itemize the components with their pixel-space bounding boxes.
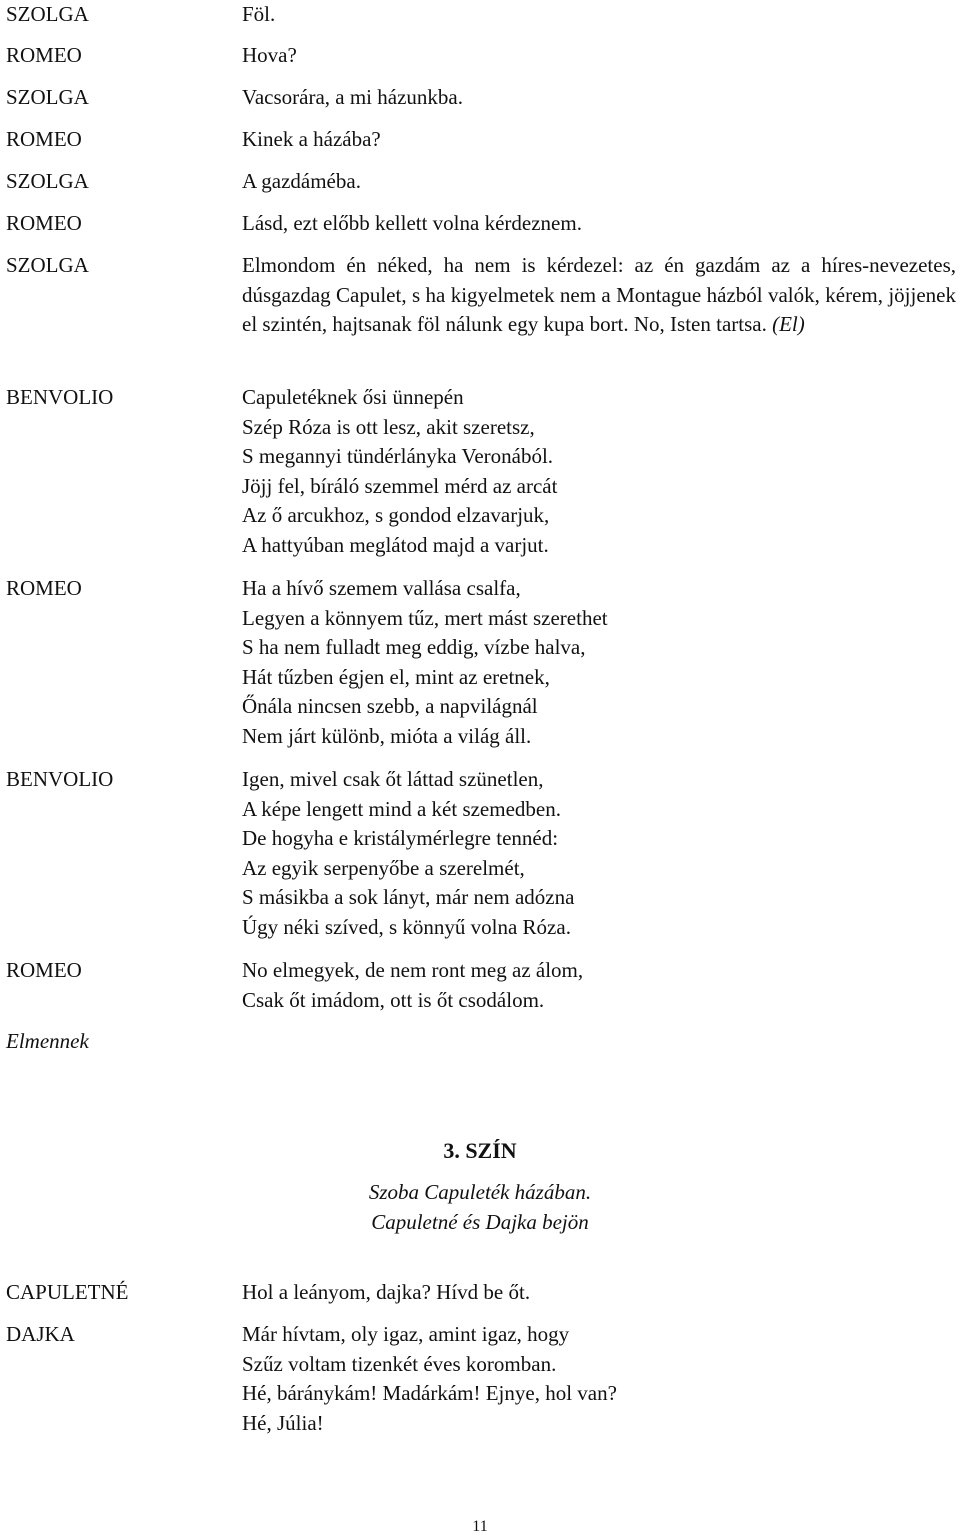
dialogue-lines [242, 574, 956, 752]
speaker-name: ROMEO [6, 576, 82, 600]
prose-text: Elmondom én néked, ha nem is kérdezel: az én gazdám az a híres-nevezetes, dúsgazdag Capulet, s ha kigyelmetek nem a Montague házból valók, kérem, jöjjenek el szintén, hajtsanak föl nálunk egy kupa bort. No, Isten tartsa. [242, 253, 956, 337]
dialogue-line: A képe lengett mind a két szemedben. [242, 796, 561, 821]
dialogue-line: Úgy néki szíved, s könnyű volna Róza. [242, 914, 571, 939]
dialogue-line: No elmegyek, de nem ront meg az álom, [242, 958, 584, 982]
speaker-name: ROMEO [6, 127, 82, 151]
dialogue-lines [242, 83, 956, 113]
dialogue-line: Lásd, ezt előbb kellett volna kérdeznem. [242, 211, 582, 235]
scene-setting: Capuletné és Dajka bejön [371, 1210, 589, 1234]
dialogue-line: S megannyi tündérlányka Veronából. [242, 444, 554, 469]
dialogue-line: Legyen a könnyem tűz, mert mást szerethet [242, 605, 608, 630]
dialogue-line: Őnála nincsen szebb, a napvilágnál [242, 694, 538, 719]
dialogue-lines [242, 0, 956, 30]
dialogue-lines [242, 765, 956, 943]
dialogue-line: Capuletéknek ősi ünnepén [242, 385, 464, 409]
dialogue-lines [242, 41, 956, 71]
dialogue-line: De hogyha e kristálymérlegre tennéd: [242, 826, 559, 851]
dialogue-line: Hát tűzben égjen el, mint az eretnek, [242, 664, 550, 689]
dialogue-line: Hol a leányom, dajka? Hívd be őt. [242, 1280, 531, 1304]
speaker-name: BENVOLIO [6, 767, 114, 791]
page-number: 11 [472, 1518, 488, 1535]
dialogue-line: Hé, Júlia! [242, 1410, 324, 1435]
dialogue-line: Kinek a házába? [242, 127, 381, 151]
scene-title: 3. SZÍN [443, 1138, 517, 1163]
dialogue-lines [242, 956, 956, 1015]
speaker-name: SZOLGA [6, 169, 89, 193]
speaker-name: ROMEO [6, 211, 82, 235]
dialogue-lines [242, 209, 956, 239]
speaker-name: SZOLGA [6, 2, 89, 26]
scene-setting: Szoba Capuleték házában. [368, 1180, 592, 1204]
dialogue-lines [242, 125, 956, 155]
dialogue-line: Ha a hívő szemem vallása csalfa, [242, 576, 521, 600]
dialogue-line: Föl. [242, 2, 276, 26]
speaker-name: BENVOLIO [6, 385, 114, 409]
speaker-name: SZOLGA [6, 85, 89, 109]
speaker-name: DAJKA [6, 1322, 75, 1346]
dialogue-line: S ha nem fulladt meg eddig, vízbe halva, [242, 635, 586, 660]
dialogue-line: Hé, báránykám! Madárkám! Ejnye, hol van? [242, 1381, 617, 1406]
dialogue-line: Nem járt különb, mióta a világ áll. [242, 723, 532, 748]
dialogue-prose [242, 251, 956, 340]
dialogue-line: Az ő arcukhoz, s gondod elzavarjuk, [242, 503, 550, 528]
speaker-name: SZOLGA [6, 253, 89, 277]
dialogue-line: Vacsorára, a mi házunkba. [242, 85, 463, 109]
speaker-name: ROMEO [6, 43, 82, 67]
dialogue-line: A gazdáméba. [242, 169, 361, 193]
speaker-name: ROMEO [6, 958, 82, 982]
dialogue-line: Az egyik serpenyőbe a szerelmét, [242, 855, 525, 880]
stage-direction: (El) [772, 312, 805, 337]
dialogue-lines [242, 383, 956, 561]
dialogue-line: Már hívtam, oly igaz, amint igaz, hogy [242, 1322, 570, 1346]
dialogue-line: Szűz voltam tizenkét éves koromban. [242, 1351, 557, 1376]
dialogue-line: Igen, mivel csak őt láttad szünetlen, [242, 767, 544, 791]
exit-stage-direction: Elmennek [6, 1029, 89, 1053]
dialogue-line: Szép Róza is ott lesz, akit szeretsz, [242, 414, 535, 439]
dialogue-line: Jöjj fel, bíráló szemmel mérd az arcát [242, 473, 558, 498]
dialogue-line: A hattyúban meglátod majd a varjut. [242, 532, 549, 557]
dialogue-line: S másikba a sok lányt, már nem adózna [242, 885, 575, 910]
dialogue-lines [242, 1320, 956, 1438]
dialogue-line: Hova? [242, 43, 297, 67]
dialogue-lines [242, 1278, 956, 1308]
dialogue-line: Csak őt imádom, ott is őt csodálom. [242, 987, 545, 1012]
speaker-name: CAPULETNÉ [6, 1280, 129, 1304]
dialogue-lines [242, 167, 956, 197]
